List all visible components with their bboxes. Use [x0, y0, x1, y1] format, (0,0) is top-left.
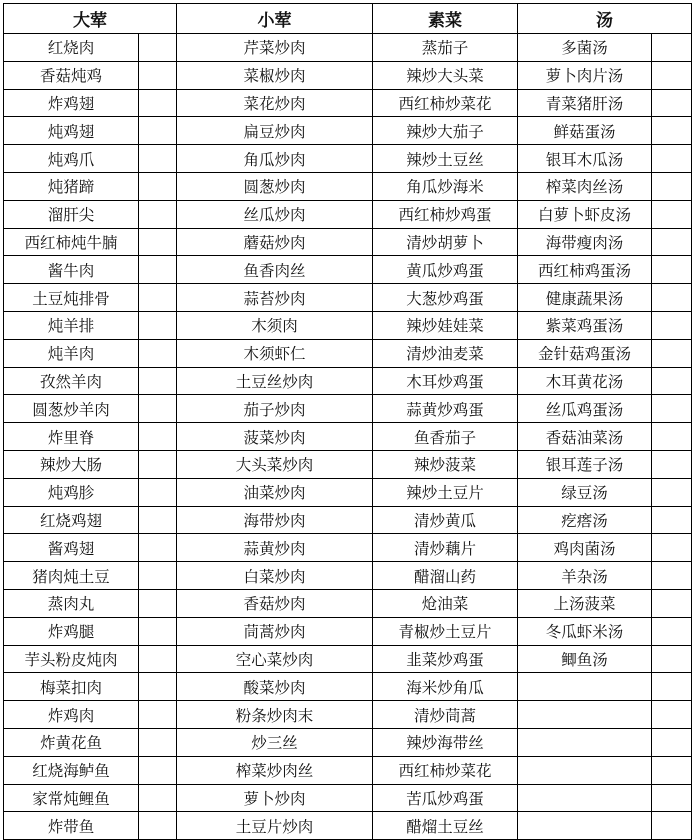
vegetable-dish-cell: 辣炒大头菜: [373, 61, 518, 89]
table-row: [4, 256, 692, 284]
table-row: [4, 423, 692, 451]
big-dish-spare-cell: [139, 367, 177, 395]
small-dish-cell: 萝卜炒肉: [177, 784, 373, 812]
soup-cell: 健康蔬果汤: [518, 284, 652, 312]
soup-spare-cell: [652, 756, 692, 784]
small-dish-cell: 油菜炒肉: [177, 478, 373, 506]
soup-spare-cell: [652, 562, 692, 590]
small-dish-cell: 大头菜炒肉: [177, 450, 373, 478]
soup-spare-cell: [652, 534, 692, 562]
big-dish-cell: 酱牛肉: [4, 256, 139, 284]
small-dish-cell: 白菜炒肉: [177, 562, 373, 590]
header-meat-small: 小荤: [177, 4, 373, 34]
soup-spare-cell: [652, 673, 692, 701]
table-row: [4, 756, 692, 784]
big-dish-cell: 家常炖鲤鱼: [4, 784, 139, 812]
big-dish-cell: 炸鸡肉: [4, 701, 139, 729]
table-row: [4, 339, 692, 367]
soup-cell: 木耳黄花汤: [518, 367, 652, 395]
soup-spare-cell: [652, 61, 692, 89]
big-dish-spare-cell: [139, 701, 177, 729]
small-dish-cell: 木须肉: [177, 311, 373, 339]
table-row: [4, 34, 692, 62]
small-dish-cell: 蘑菇炒肉: [177, 228, 373, 256]
big-dish-spare-cell: [139, 228, 177, 256]
small-dish-cell: 角瓜炒肉: [177, 145, 373, 173]
table-row: [4, 172, 692, 200]
soup-spare-cell: [652, 395, 692, 423]
big-dish-cell: 辣炒大肠: [4, 450, 139, 478]
vegetable-dish-cell: 醋熘土豆丝: [373, 812, 518, 840]
big-dish-cell: 圆葱炒羊肉: [4, 395, 139, 423]
vegetable-dish-cell: 辣炒海带丝: [373, 728, 518, 756]
big-dish-cell: 炖鸡翅: [4, 117, 139, 145]
big-dish-cell: 酱鸡翅: [4, 534, 139, 562]
table-row: [4, 645, 692, 673]
big-dish-spare-cell: [139, 812, 177, 840]
menu-body: [4, 34, 692, 840]
vegetable-dish-cell: 蒸茄子: [373, 34, 518, 62]
small-dish-cell: 菜花炒肉: [177, 89, 373, 117]
big-dish-cell: 炸黄花鱼: [4, 728, 139, 756]
vegetable-dish-cell: 炝油菜: [373, 589, 518, 617]
big-dish-spare-cell: [139, 311, 177, 339]
soup-cell: 西红柿鸡蛋汤: [518, 256, 652, 284]
big-dish-cell: 炖羊排: [4, 311, 139, 339]
header-row: [4, 4, 692, 34]
soup-cell: 冬瓜虾米汤: [518, 617, 652, 645]
big-dish-spare-cell: [139, 61, 177, 89]
soup-spare-cell: [652, 228, 692, 256]
soup-spare-cell: [652, 256, 692, 284]
small-dish-cell: 木须虾仁: [177, 339, 373, 367]
small-dish-cell: 圆葱炒肉: [177, 172, 373, 200]
small-dish-cell: 芹菜炒肉: [177, 34, 373, 62]
big-dish-spare-cell: [139, 756, 177, 784]
small-dish-cell: 鱼香肉丝: [177, 256, 373, 284]
table-row: [4, 367, 692, 395]
table-row: [4, 589, 692, 617]
big-dish-cell: 炖鸡胗: [4, 478, 139, 506]
vegetable-dish-cell: 大葱炒鸡蛋: [373, 284, 518, 312]
big-dish-cell: 炸里脊: [4, 423, 139, 451]
soup-spare-cell: [652, 172, 692, 200]
small-dish-cell: 香菇炒肉: [177, 589, 373, 617]
table-row: [4, 200, 692, 228]
table-row: [4, 784, 692, 812]
big-dish-cell: 红烧海鲈鱼: [4, 756, 139, 784]
vegetable-dish-cell: 西红柿炒鸡蛋: [373, 200, 518, 228]
big-dish-spare-cell: [139, 172, 177, 200]
soup-spare-cell: [652, 200, 692, 228]
small-dish-cell: 土豆丝炒肉: [177, 367, 373, 395]
soup-cell: 海带瘦肉汤: [518, 228, 652, 256]
big-dish-spare-cell: [139, 34, 177, 62]
small-dish-cell: 炒三丝: [177, 728, 373, 756]
soup-cell: 青菜猪肝汤: [518, 89, 652, 117]
soup-spare-cell: [652, 311, 692, 339]
small-dish-cell: 菜椒炒肉: [177, 61, 373, 89]
menu-table: [3, 3, 692, 840]
big-dish-cell: 炸鸡翅: [4, 89, 139, 117]
soup-cell: 萝卜肉片汤: [518, 61, 652, 89]
table-row: [4, 145, 692, 173]
soup-cell: [518, 673, 652, 701]
soup-spare-cell: [652, 617, 692, 645]
soup-cell: 鲜菇蛋汤: [518, 117, 652, 145]
vegetable-dish-cell: 角瓜炒海米: [373, 172, 518, 200]
big-dish-spare-cell: [139, 589, 177, 617]
small-dish-cell: 扁豆炒肉: [177, 117, 373, 145]
table-row: [4, 89, 692, 117]
table-row: [4, 506, 692, 534]
big-dish-spare-cell: [139, 145, 177, 173]
vegetable-dish-cell: 苦瓜炒鸡蛋: [373, 784, 518, 812]
big-dish-spare-cell: [139, 339, 177, 367]
vegetable-dish-cell: 韭菜炒鸡蛋: [373, 645, 518, 673]
table-row: [4, 728, 692, 756]
big-dish-spare-cell: [139, 450, 177, 478]
big-dish-cell: 炖鸡爪: [4, 145, 139, 173]
table-row: [4, 812, 692, 840]
big-dish-cell: 西红柿炖牛腩: [4, 228, 139, 256]
small-dish-cell: 蒜黄炒肉: [177, 534, 373, 562]
soup-cell: [518, 784, 652, 812]
soup-cell: 紫菜鸡蛋汤: [518, 311, 652, 339]
soup-cell: 银耳莲子汤: [518, 450, 652, 478]
big-dish-cell: 红烧肉: [4, 34, 139, 62]
big-dish-cell: 梅菜扣肉: [4, 673, 139, 701]
menu-sheet: [3, 3, 692, 840]
soup-cell: 榨菜肉丝汤: [518, 172, 652, 200]
big-dish-spare-cell: [139, 506, 177, 534]
vegetable-dish-cell: 辣炒菠菜: [373, 450, 518, 478]
small-dish-cell: 茄子炒肉: [177, 395, 373, 423]
big-dish-cell: 芋头粉皮炖肉: [4, 645, 139, 673]
vegetable-dish-cell: 青椒炒土豆片: [373, 617, 518, 645]
soup-spare-cell: [652, 478, 692, 506]
soup-cell: 银耳木瓜汤: [518, 145, 652, 173]
header-meat-big: 大荤: [4, 4, 177, 34]
soup-spare-cell: [652, 784, 692, 812]
soup-cell: 多菌汤: [518, 34, 652, 62]
vegetable-dish-cell: 清炒藕片: [373, 534, 518, 562]
small-dish-cell: 菠菜炒肉: [177, 423, 373, 451]
vegetable-dish-cell: 海米炒角瓜: [373, 673, 518, 701]
vegetable-dish-cell: 西红柿炒菜花: [373, 756, 518, 784]
soup-spare-cell: [652, 728, 692, 756]
big-dish-spare-cell: [139, 562, 177, 590]
big-dish-spare-cell: [139, 728, 177, 756]
soup-spare-cell: [652, 701, 692, 729]
table-row: [4, 117, 692, 145]
big-dish-cell: 红烧鸡翅: [4, 506, 139, 534]
soup-spare-cell: [652, 423, 692, 451]
vegetable-dish-cell: 清炒油麦菜: [373, 339, 518, 367]
soup-cell: 白萝卜虾皮汤: [518, 200, 652, 228]
big-dish-cell: 香菇炖鸡: [4, 61, 139, 89]
big-dish-spare-cell: [139, 89, 177, 117]
soup-cell: 羊杂汤: [518, 562, 652, 590]
big-dish-cell: 孜然羊肉: [4, 367, 139, 395]
soup-spare-cell: [652, 645, 692, 673]
table-row: [4, 395, 692, 423]
small-dish-cell: 海带炒肉: [177, 506, 373, 534]
big-dish-spare-cell: [139, 423, 177, 451]
soup-spare-cell: [652, 589, 692, 617]
soup-cell: 鸡肉菌汤: [518, 534, 652, 562]
vegetable-dish-cell: 木耳炒鸡蛋: [373, 367, 518, 395]
vegetable-dish-cell: 鱼香茄子: [373, 423, 518, 451]
soup-cell: 上汤菠菜: [518, 589, 652, 617]
soup-cell: [518, 756, 652, 784]
table-row: [4, 478, 692, 506]
small-dish-cell: 酸菜炒肉: [177, 673, 373, 701]
vegetable-dish-cell: 辣炒大茄子: [373, 117, 518, 145]
table-row: [4, 450, 692, 478]
vegetable-dish-cell: 清炒茼蒿: [373, 701, 518, 729]
big-dish-spare-cell: [139, 617, 177, 645]
big-dish-cell: 溜肝尖: [4, 200, 139, 228]
vegetable-dish-cell: 黄瓜炒鸡蛋: [373, 256, 518, 284]
small-dish-cell: 榨菜炒肉丝: [177, 756, 373, 784]
soup-cell: 丝瓜鸡蛋汤: [518, 395, 652, 423]
big-dish-spare-cell: [139, 534, 177, 562]
vegetable-dish-cell: 西红柿炒菜花: [373, 89, 518, 117]
header-soup: 汤: [518, 4, 692, 34]
soup-spare-cell: [652, 506, 692, 534]
small-dish-cell: 丝瓜炒肉: [177, 200, 373, 228]
table-row: [4, 673, 692, 701]
vegetable-dish-cell: 辣炒娃娃菜: [373, 311, 518, 339]
big-dish-spare-cell: [139, 478, 177, 506]
soup-spare-cell: [652, 367, 692, 395]
vegetable-dish-cell: 清炒黄瓜: [373, 506, 518, 534]
soup-spare-cell: [652, 34, 692, 62]
soup-spare-cell: [652, 89, 692, 117]
table-row: [4, 228, 692, 256]
big-dish-spare-cell: [139, 673, 177, 701]
soup-cell: 香菇油菜汤: [518, 423, 652, 451]
soup-spare-cell: [652, 284, 692, 312]
soup-spare-cell: [652, 812, 692, 840]
soup-spare-cell: [652, 339, 692, 367]
soup-spare-cell: [652, 145, 692, 173]
big-dish-cell: 蒸肉丸: [4, 589, 139, 617]
big-dish-cell: 土豆炖排骨: [4, 284, 139, 312]
vegetable-dish-cell: 蒜黄炒鸡蛋: [373, 395, 518, 423]
table-row: [4, 61, 692, 89]
soup-cell: 绿豆汤: [518, 478, 652, 506]
small-dish-cell: 蒜苔炒肉: [177, 284, 373, 312]
small-dish-cell: 粉条炒肉末: [177, 701, 373, 729]
table-row: [4, 562, 692, 590]
big-dish-spare-cell: [139, 784, 177, 812]
soup-cell: 鲫鱼汤: [518, 645, 652, 673]
big-dish-cell: 炖羊肉: [4, 339, 139, 367]
soup-spare-cell: [652, 450, 692, 478]
small-dish-cell: 空心菜炒肉: [177, 645, 373, 673]
big-dish-spare-cell: [139, 200, 177, 228]
big-dish-spare-cell: [139, 284, 177, 312]
big-dish-spare-cell: [139, 256, 177, 284]
table-row: [4, 284, 692, 312]
soup-spare-cell: [652, 117, 692, 145]
big-dish-cell: 炸带鱼: [4, 812, 139, 840]
small-dish-cell: 茼蒿炒肉: [177, 617, 373, 645]
big-dish-spare-cell: [139, 117, 177, 145]
table-row: [4, 701, 692, 729]
header-vegetable: 素菜: [373, 4, 518, 34]
vegetable-dish-cell: 清炒胡萝卜: [373, 228, 518, 256]
big-dish-spare-cell: [139, 645, 177, 673]
table-row: [4, 534, 692, 562]
soup-cell: [518, 812, 652, 840]
soup-cell: 金针菇鸡蛋汤: [518, 339, 652, 367]
vegetable-dish-cell: 辣炒土豆片: [373, 478, 518, 506]
vegetable-dish-cell: 醋溜山药: [373, 562, 518, 590]
soup-cell: [518, 728, 652, 756]
soup-cell: 疙瘩汤: [518, 506, 652, 534]
big-dish-cell: 猪肉炖土豆: [4, 562, 139, 590]
soup-cell: [518, 701, 652, 729]
big-dish-spare-cell: [139, 395, 177, 423]
vegetable-dish-cell: 辣炒土豆丝: [373, 145, 518, 173]
big-dish-cell: 炖猪蹄: [4, 172, 139, 200]
big-dish-cell: 炸鸡腿: [4, 617, 139, 645]
table-row: [4, 311, 692, 339]
table-row: [4, 617, 692, 645]
small-dish-cell: 土豆片炒肉: [177, 812, 373, 840]
